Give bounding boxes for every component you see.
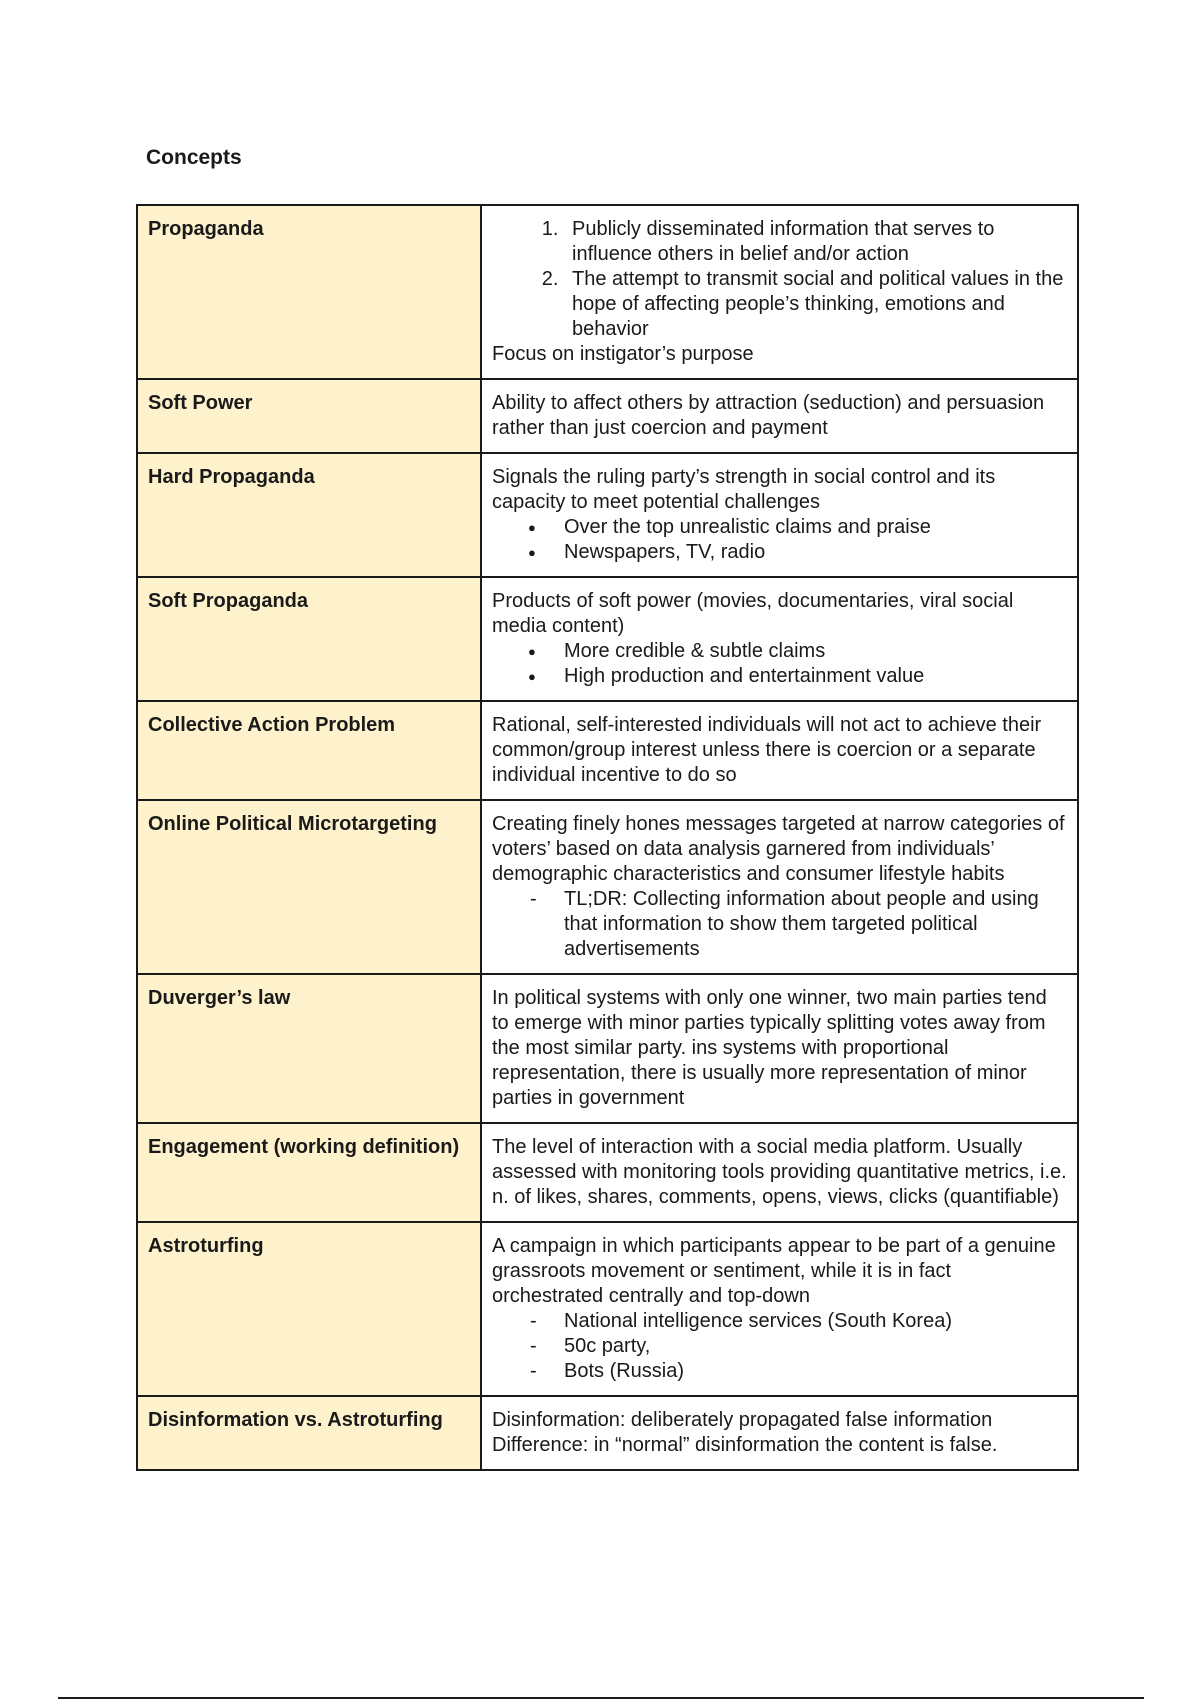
table-row	[137, 1123, 1078, 1222]
page-title: Concepts	[146, 146, 242, 169]
definition-cell	[481, 453, 1078, 577]
dash-list	[492, 1309, 1067, 1384]
term-cell: Propaganda	[137, 205, 481, 379]
concepts-table	[136, 204, 1079, 1471]
table-row	[137, 453, 1078, 577]
definition-note: Focus on instigator’s purpose	[492, 343, 754, 365]
table-row	[137, 800, 1078, 974]
definition-text: The level of interaction with a social media platform. Usually assessed with monitoring tools providing quantitative metrics, i.e. n. of likes, shares, comments, opens, views, clicks (quantifiable)	[492, 1136, 1067, 1208]
definition-text: A campaign in which participants appear to be part of a genuine grassroots movement or sentiment, while it is in fact orchestrated centrally and top-down	[492, 1235, 1056, 1307]
list-item: 2. The attempt to transmit social and political values in the hope of affecting people’s thinking, emotions and behavior	[564, 267, 1067, 342]
bullet-list	[492, 639, 1067, 689]
list-item: - National intelligence services (South Korea)	[564, 1309, 1067, 1334]
definition-cell	[481, 701, 1078, 800]
term-cell: Disinformation vs. Astroturfing	[137, 1396, 481, 1470]
list-item: ● High production and entertainment value	[564, 664, 1067, 689]
list-item: - Bots (Russia)	[564, 1359, 1067, 1384]
definition-text: Ability to affect others by attraction (seduction) and persuasion rather than just coercion and payment	[492, 392, 1045, 439]
definition-text: Creating finely hones messages targeted at narrow categories of voters’ based on data analysis garnered from individuals’ demographic characteristics and consumer lifestyle habits	[492, 813, 1065, 885]
definition-line: Disinformation: deliberately propagated false information	[492, 1409, 993, 1431]
definition-cell	[481, 1123, 1078, 1222]
table-row	[137, 379, 1078, 453]
definition-cell	[481, 1222, 1078, 1396]
bullet-list	[492, 515, 1067, 565]
list-item: ● More credible & subtle claims	[564, 639, 1067, 664]
definition-text: Signals the ruling party’s strength in social control and its capacity to meet potential challenges	[492, 466, 996, 513]
definition-cell	[481, 800, 1078, 974]
definition-text: Products of soft power (movies, documentaries, viral social media content)	[492, 590, 1014, 637]
list-item: ● Newspapers, TV, radio	[564, 540, 1067, 565]
numbered-list	[492, 217, 1067, 342]
term-cell: Duverger’s law	[137, 974, 481, 1123]
table-row	[137, 1396, 1078, 1470]
table-row	[137, 577, 1078, 701]
footer-divider	[58, 1697, 1144, 1699]
term-cell: Soft Power	[137, 379, 481, 453]
term-cell: Collective Action Problem	[137, 701, 481, 800]
definition-line: Difference: in “normal” disinformation the content is false.	[492, 1434, 998, 1456]
definition-cell	[481, 974, 1078, 1123]
term-cell: Engagement (working definition)	[137, 1123, 481, 1222]
term-cell: Online Political Microtargeting	[137, 800, 481, 974]
definition-cell	[481, 379, 1078, 453]
list-item: ● Over the top unrealistic claims and praise	[564, 515, 1067, 540]
list-item: 1. Publicly disseminated information that serves to influence others in belief and/or action	[564, 217, 1067, 267]
list-item: - 50c party,	[564, 1334, 1067, 1359]
table-row	[137, 205, 1078, 379]
term-cell: Astroturfing	[137, 1222, 481, 1396]
table-row	[137, 974, 1078, 1123]
definition-cell	[481, 577, 1078, 701]
list-item: - TL;DR: Collecting information about people and using that information to show them targeted political advertisements	[564, 887, 1067, 962]
term-cell: Soft Propaganda	[137, 577, 481, 701]
definition-text: Rational, self-interested individuals will not act to achieve their common/group interest unless there is coercion or a separate individual incentive to do so	[492, 714, 1042, 786]
table-row	[137, 1222, 1078, 1396]
definition-cell	[481, 205, 1078, 379]
definition-text: In political systems with only one winner, two main parties tend to emerge with minor parties typically splitting votes away from the most similar party. ins systems with proportional representation, there is usually more representation of minor parties in government	[492, 987, 1047, 1109]
table-row	[137, 701, 1078, 800]
dash-list	[492, 887, 1067, 962]
term-cell: Hard Propaganda	[137, 453, 481, 577]
definition-cell	[481, 1396, 1078, 1470]
